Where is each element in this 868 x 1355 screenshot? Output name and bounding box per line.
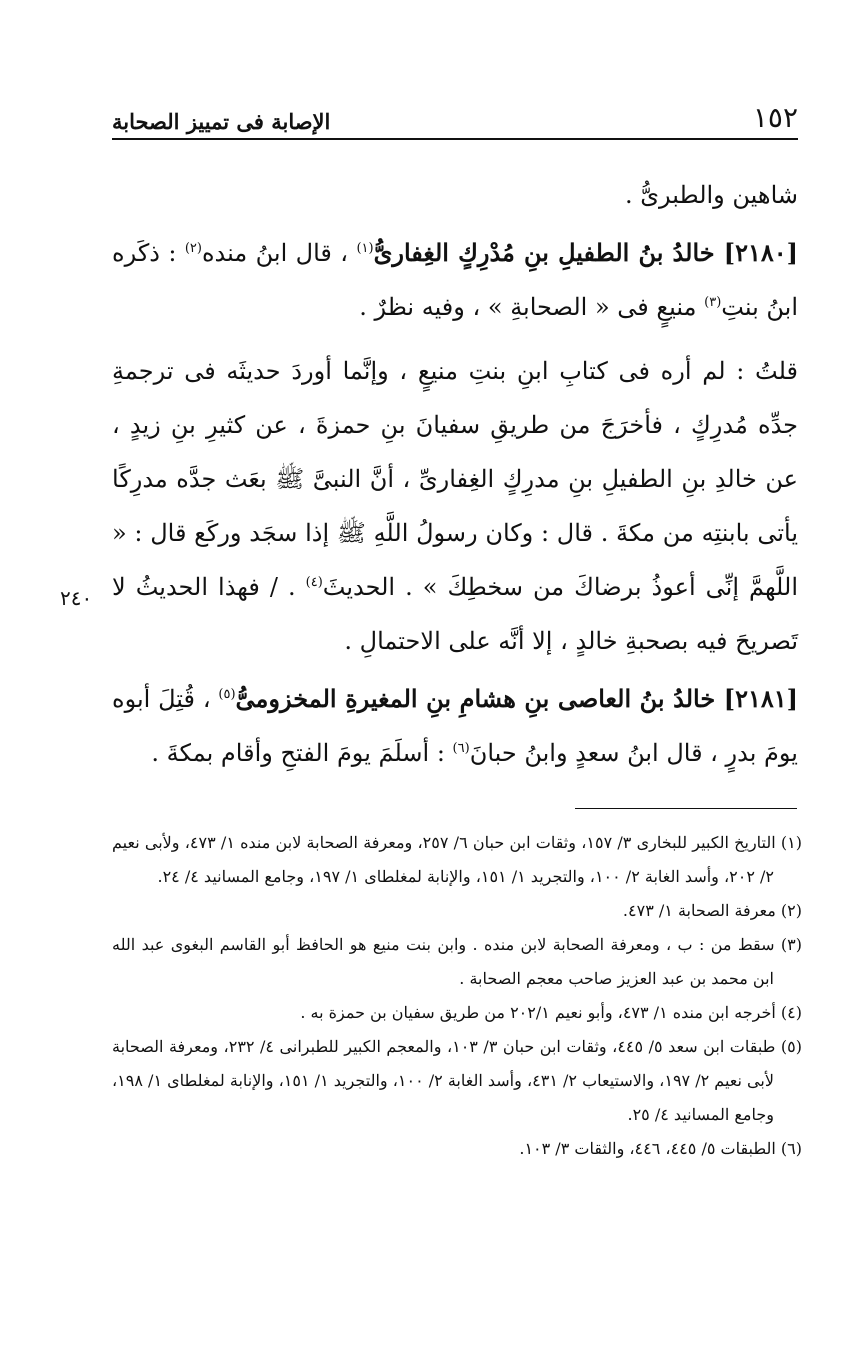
running-title: الإصابة فى تمييز الصحابة: [112, 109, 331, 134]
margin-page-marker: ٢٤٠: [60, 586, 93, 610]
footnote-ref-3[interactable]: (٣): [704, 295, 722, 310]
main-text: [112, 168, 798, 780]
entry-2180: [112, 226, 798, 334]
footnote-ref-5[interactable]: (٥): [218, 687, 236, 702]
commentary-text-1: قلتُ : لم أره فى كتابِ ابنِ بنتِ منيعٍ ، وإنَّما أوردَ حديثَه فى ترجمةِ جدِّه مُدرِكٍ ، فأخرَجَ من طريقِ سفيانَ بنِ حمزةَ ، عن كثيرِ بنِ زيدٍ ، عن خالدِ بنِ الطفيلِ بنِ مدرِكٍ الغِفارىِّ ، أنَّ النبىَّ ﷺ بعَث جدَّه مدرِكًا يأتى بابنتِه من مكةَ . قال : وكان رسولُ اللَّهِ ﷺ إذا سجَد وركَع قال : « اللَّهمَّ إنِّى أعوذُ برضاكَ من سخطِكَ » . الحديثَ: [112, 357, 798, 601]
footnote-3: (٣) سقط من : ب ، ومعرفة الصحابة لابن منده . وابن بنت منيع هو الحافظ أبو القاسم البغوى عبد الله ابن محمد بن عبد العزيز صاحب معجم الصحابة .: [112, 935, 802, 988]
page-header: [112, 88, 798, 132]
entry-2181-text-1: ، قُتِلَ أبوه يومَ بدرٍ ، قال ابنُ سعدٍ وابنُ حبانَ: [112, 685, 798, 767]
entry-2181: [112, 672, 798, 780]
footnote-4: (٤) أخرجه ابن منده ١/ ٤٧٣، وأبو نعيم ٢٠٢/١ من طريق سفيان بن حمزة به .: [300, 1003, 802, 1022]
paragraph-continuation: شاهين والطبرىُّ .: [624, 181, 798, 209]
entry-2181-text-2: : أسلَمَ يومَ الفتحِ وأقام بمكةَ .: [151, 739, 453, 767]
entry-2181-heading: [٢١٨١] خالدُ بنُ العاصى بنِ هشامِ بنِ المغيرةِ المخزومىُّ: [235, 684, 799, 713]
footnote-ref-4[interactable]: (٤): [305, 575, 323, 590]
page-number: ١٥٢: [752, 101, 798, 134]
entry-2180-heading: [٢١٨٠] خالدُ بنُ الطفيلِ بنِ مُدْرِكٍ الغِفارىُّ: [373, 238, 799, 267]
commentary-paragraph: [112, 344, 798, 668]
entry-2180-text-1: ، قال ابنُ منده: [201, 239, 357, 267]
footnote-ref-6[interactable]: (٦): [452, 741, 470, 756]
footnote-6: (٦) الطبقات ٥/ ٤٤٥، ٤٤٦، والثقات ٣/ ١٠٣.: [519, 1139, 802, 1158]
entry-2180-text-3: منيعٍ فى « الصحابةِ » ، وفيه نظرٌ .: [359, 293, 705, 321]
footnote-1: (١) التاريخ الكبير للبخارى ٣/ ١٥٧، وثقات ابن حبان ٦/ ٢٥٧، ومعرفة الصحابة لابن منده ١/ ٤٧٣، ولأبى نعيم ٢/ ٢٠٢، وأسد الغابة ٢/ ١٠٠، والتجريد ١/ ١٥١، والإنابة لمغلطاى ١/ ١٩٧، وجامع المسانيد ٤/ ٢٤.: [112, 833, 803, 886]
footnote-ref-2[interactable]: (٢): [184, 241, 202, 256]
header-divider: [112, 138, 798, 140]
entry-2180-text-2: : ذكَره ابنُ بنتِ: [112, 239, 798, 321]
footnote-divider: [575, 808, 797, 809]
commentary-text-2: . / فهذا الحديثُ لا تَصريحَ فيه بصحبةِ خالدٍ ، إلا أنَّه على الاحتمالِ .: [112, 573, 798, 655]
footnotes: [112, 826, 802, 1166]
footnote-2: (٢) معرفة الصحابة ١/ ٤٧٣.: [622, 901, 802, 920]
footnote-5: (٥) طبقات ابن سعد ٥/ ٤٤٥، وثقات ابن حبان ٣/ ١٠٣، والمعجم الكبير للطبرانى ٤/ ٢٣٢، ومعرفة الصحابة لأبى نعيم ٢/ ١٩٧، والاستيعاب ٢/ ٤٣١، وأسد الغابة ٢/ ١٠٠، والتجريد ١/ ١٥١، والإنابة لمغلطاى ١/ ١٩٨، وجامع المسانيد ٤/ ٢٥.: [112, 1037, 802, 1124]
footnote-ref-1[interactable]: (١): [356, 241, 374, 256]
